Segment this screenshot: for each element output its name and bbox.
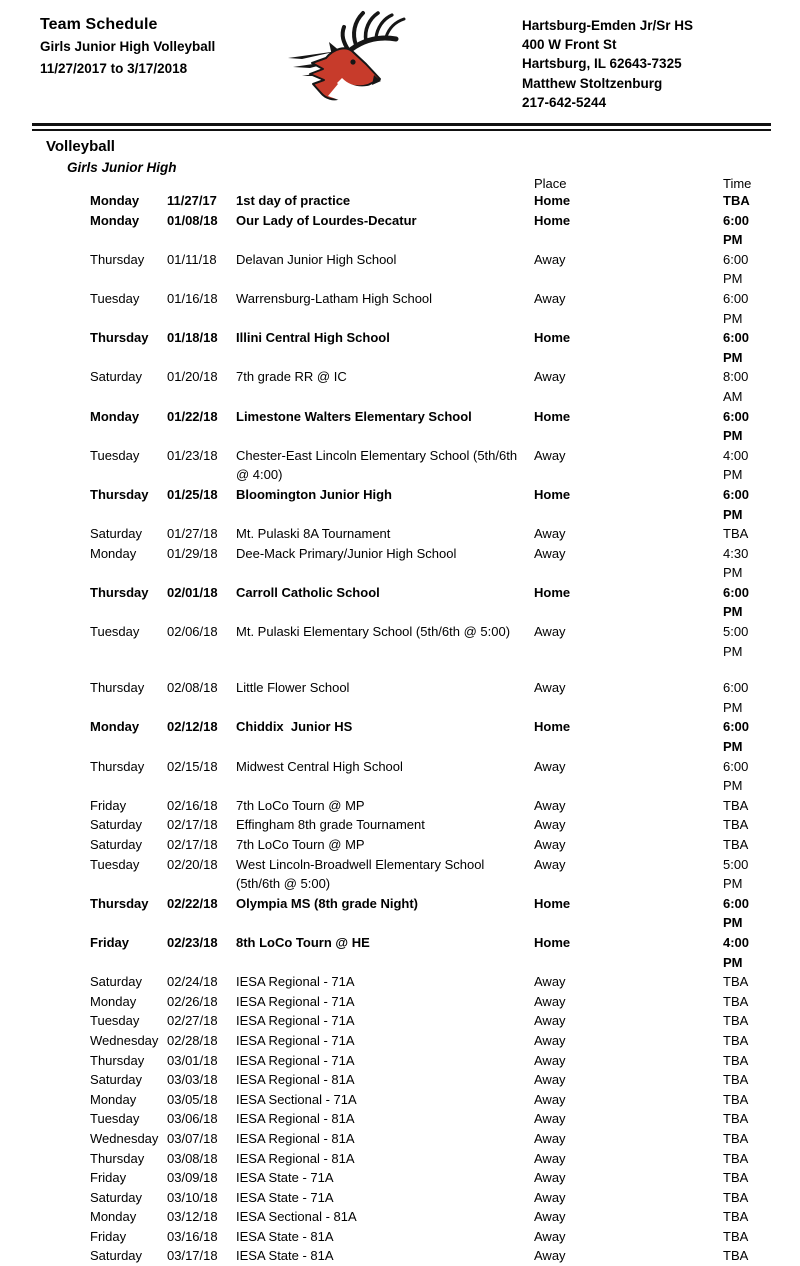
- row-place: Away: [534, 1032, 566, 1048]
- schedule-row: [90, 191, 770, 211]
- row-date: 03/12/18: [167, 1209, 218, 1225]
- row-date: 01/27/18: [167, 526, 218, 542]
- row-date: 02/01/18: [167, 584, 218, 600]
- schedule-row: [90, 250, 770, 289]
- row-day: Saturday: [90, 837, 143, 852]
- row-day: Friday: [90, 934, 130, 950]
- row-time: TBA: [723, 1130, 749, 1146]
- row-day: Monday: [90, 193, 140, 208]
- row-event: Midwest Central High School: [236, 758, 403, 774]
- row-day: Tuesday: [90, 1013, 140, 1029]
- schedule-row: [90, 796, 770, 816]
- schedule-row: [90, 407, 770, 446]
- schedule-row: [90, 485, 770, 524]
- row-date: 02/27/18: [167, 1013, 218, 1029]
- stag-head: [310, 42, 381, 102]
- row-date: 02/28/18: [167, 1032, 218, 1048]
- stag-mascot-icon: [286, 6, 410, 102]
- schedule-row: [90, 1149, 770, 1169]
- row-place: Away: [534, 1150, 566, 1166]
- row-date: 02/15/18: [167, 758, 218, 774]
- row-date: 03/10/18: [167, 1189, 218, 1205]
- schedule-row: [90, 328, 770, 367]
- row-event: Little Flower School: [236, 680, 350, 696]
- row-day: Friday: [90, 1170, 127, 1186]
- schedule-row: [90, 622, 770, 661]
- row-time: 6:00 PM: [723, 680, 749, 715]
- row-day: Saturday: [90, 526, 143, 542]
- row-date: 02/12/18: [167, 719, 218, 735]
- row-place: Home: [534, 719, 571, 735]
- row-date: 02/23/18: [167, 934, 218, 950]
- row-place: Away: [534, 758, 566, 774]
- row-event: Mt. Pulaski 8A Tournament: [236, 526, 391, 542]
- schedule-row: [90, 583, 770, 622]
- row-event: IESA Regional - 71A: [236, 1013, 355, 1029]
- row-event: Limestone Walters Elementary School: [236, 408, 472, 424]
- row-time: TBA: [723, 797, 749, 813]
- col-header-place: Place: [534, 176, 567, 191]
- row-time: TBA: [723, 193, 750, 208]
- row-day: Saturday: [90, 974, 143, 990]
- row-event: Our Lady of Lourdes-Decatur: [236, 212, 417, 228]
- row-time: 4:00 PM: [723, 934, 750, 970]
- row-event: IESA Sectional - 71A: [236, 1091, 357, 1107]
- header-left: [40, 16, 215, 76]
- row-event: Carroll Catholic School: [236, 584, 380, 600]
- row-place: Away: [534, 680, 566, 696]
- row-day: Thursday: [90, 680, 145, 696]
- row-date: 01/25/18: [167, 486, 218, 502]
- header-divider: [32, 123, 771, 131]
- row-place: Away: [534, 856, 566, 872]
- row-event: Mt. Pulaski Elementary School (5th/6th @ 5:00): [236, 624, 511, 640]
- schedule-row: [90, 367, 770, 406]
- row-place: Away: [534, 1228, 566, 1244]
- row-event: IESA Regional - 81A: [236, 1130, 355, 1146]
- row-time: TBA: [723, 526, 749, 542]
- row-day: Thursday: [90, 251, 145, 267]
- schedule-row: [90, 1129, 770, 1149]
- row-place: Away: [534, 1013, 566, 1029]
- schedule-row: [90, 544, 770, 583]
- row-date: 02/08/18: [167, 680, 218, 696]
- schedule-row: [90, 1090, 770, 1110]
- row-time: 5:00 PM: [723, 856, 749, 892]
- row-day: Tuesday: [90, 1111, 140, 1127]
- row-time: TBA: [723, 837, 749, 852]
- row-day: Monday: [90, 545, 137, 561]
- row-time: 6:00 PM: [723, 895, 750, 931]
- row-place: Home: [534, 895, 571, 911]
- row-place: Away: [534, 447, 566, 463]
- contact-name: Matthew Stoltzenburg: [522, 75, 663, 91]
- row-time: TBA: [723, 1189, 749, 1205]
- row-event: Effingham 8th grade Tournament: [236, 817, 425, 833]
- row-place: Home: [534, 934, 571, 950]
- row-day: Saturday: [90, 369, 143, 385]
- row-day: Tuesday: [90, 290, 140, 306]
- row-time: 4:30 PM: [723, 545, 749, 581]
- row-event: Bloomington Junior High: [236, 486, 392, 502]
- header-right: [522, 16, 693, 112]
- row-time: TBA: [723, 1013, 749, 1029]
- row-place: Away: [534, 837, 566, 852]
- schedule-row: [90, 1109, 770, 1129]
- row-time: 6:00 PM: [723, 330, 750, 365]
- row-event: 7th LoCo Tourn @ MP: [236, 797, 365, 813]
- row-event: IESA Regional - 81A: [236, 1111, 355, 1127]
- row-event: Warrensburg-Latham High School: [236, 290, 433, 306]
- row-day: Monday: [90, 212, 140, 228]
- row-event: Chiddix Junior HS: [236, 719, 353, 735]
- row-time: TBA: [723, 817, 749, 833]
- row-time: 4:00 PM: [723, 447, 749, 483]
- row-date: 01/11/18: [167, 251, 217, 267]
- row-event: Dee-Mack Primary/Junior High School: [236, 545, 457, 561]
- row-place: Away: [534, 1170, 566, 1186]
- row-place: Away: [534, 1052, 566, 1068]
- row-time: 6:00 PM: [723, 486, 750, 522]
- schedule-row: [90, 894, 770, 933]
- row-event: Illini Central High School: [236, 330, 390, 346]
- row-event: IESA Regional - 71A: [236, 1032, 355, 1048]
- schedule-row: [90, 289, 770, 328]
- row-place: Home: [534, 330, 571, 346]
- row-date: 02/16/18: [167, 797, 218, 813]
- season-date-range: 11/27/2017 to 3/17/2018: [40, 61, 188, 76]
- row-date: 03/06/18: [167, 1111, 218, 1127]
- row-place: Away: [534, 817, 566, 833]
- row-day: Thursday: [90, 1150, 145, 1166]
- row-place: Away: [534, 526, 566, 542]
- row-time: TBA: [723, 1111, 749, 1127]
- row-date: 01/08/18: [167, 212, 218, 228]
- section-title-volleyball: Volleyball: [46, 138, 115, 155]
- schedule-table: [90, 177, 770, 1266]
- row-place: Away: [534, 251, 566, 267]
- row-event: IESA Regional - 71A: [236, 974, 355, 990]
- row-place: Away: [534, 545, 566, 561]
- schedule-row: [90, 972, 770, 992]
- school-address-street: 400 W Front St: [522, 37, 617, 53]
- row-time: 6:00 PM: [723, 584, 750, 620]
- row-day: Tuesday: [90, 447, 140, 463]
- row-time: 6:00 PM: [723, 758, 749, 794]
- row-day: Thursday: [90, 486, 149, 502]
- row-time: TBA: [723, 1150, 749, 1166]
- row-time: TBA: [723, 974, 749, 990]
- row-event: IESA State - 71A: [236, 1170, 334, 1186]
- row-place: Home: [534, 193, 571, 208]
- school-address-city: Hartsburg, IL 62643-7325: [522, 56, 682, 72]
- row-place: Away: [534, 797, 566, 813]
- row-date: 03/17/18: [167, 1248, 218, 1264]
- row-date: 11/27/17: [167, 193, 217, 208]
- row-time: 6:00 PM: [723, 719, 750, 755]
- row-date: 01/16/18: [167, 290, 218, 306]
- row-date: 01/22/18: [167, 408, 218, 424]
- row-day: Thursday: [90, 895, 149, 911]
- row-place: Away: [534, 1091, 566, 1107]
- row-day: Saturday: [90, 1072, 143, 1088]
- row-event: IESA State - 71A: [236, 1189, 334, 1205]
- row-time: TBA: [723, 1072, 749, 1088]
- row-place: Home: [534, 584, 571, 600]
- schedule-row: [90, 1070, 770, 1090]
- row-event: IESA Regional - 71A: [236, 1052, 355, 1068]
- row-event: IESA Regional - 81A: [236, 1150, 355, 1166]
- row-day: Wednesday: [90, 1130, 159, 1146]
- row-time: 6:00 PM: [723, 408, 750, 444]
- row-event: IESA Regional - 81A: [236, 1072, 355, 1088]
- row-day: Tuesday: [90, 856, 140, 872]
- row-event: Delavan Junior High School: [236, 251, 397, 267]
- row-date: 01/18/18: [167, 330, 218, 346]
- row-place: Away: [534, 1130, 566, 1146]
- row-date: 01/23/18: [167, 447, 218, 463]
- row-date: 02/06/18: [167, 624, 218, 640]
- row-event: IESA Sectional - 81A: [236, 1209, 357, 1225]
- row-time: TBA: [723, 1170, 749, 1186]
- schedule-column-headers: [90, 177, 770, 191]
- schedule-row: [90, 757, 770, 796]
- row-place: Away: [534, 624, 566, 640]
- row-time: 6:00 PM: [723, 290, 749, 326]
- row-place: Away: [534, 290, 566, 306]
- row-time: TBA: [723, 1209, 749, 1225]
- row-time: TBA: [723, 1032, 749, 1048]
- row-event: Chester-East Lincoln Elementary School (5th/6th @ 4:00): [236, 447, 521, 483]
- row-day: Saturday: [90, 1189, 143, 1205]
- row-time: TBA: [723, 1052, 749, 1068]
- section-subtitle-team: Girls Junior High: [67, 160, 177, 175]
- schedule-row: [90, 992, 770, 1012]
- schedule-row: [90, 678, 770, 717]
- row-date: 01/29/18: [167, 545, 218, 561]
- schedule-row: [90, 855, 770, 894]
- row-date: 03/05/18: [167, 1091, 218, 1107]
- schedule-row: [90, 815, 770, 835]
- row-event: West Lincoln-Broadwell Elementary School (5th/6th @ 5:00): [236, 856, 488, 892]
- row-day: Monday: [90, 408, 140, 424]
- row-day: Wednesday: [90, 1032, 159, 1048]
- row-time: TBA: [723, 1091, 749, 1107]
- row-date: 02/26/18: [167, 993, 218, 1009]
- schedule-row: [90, 1207, 770, 1227]
- row-place: Away: [534, 974, 566, 990]
- row-time: 6:00 PM: [723, 212, 750, 248]
- schedule-row: [90, 835, 770, 855]
- row-event: IESA Regional - 71A: [236, 993, 355, 1009]
- schedule-row: [90, 1246, 770, 1266]
- schedule-row: [90, 933, 770, 972]
- row-event: 8th LoCo Tourn @ HE: [236, 934, 370, 950]
- row-time: TBA: [723, 1248, 749, 1264]
- schedule-row: [90, 446, 770, 485]
- row-event: Olympia MS (8th grade Night): [236, 895, 419, 911]
- row-place: Away: [534, 1248, 566, 1264]
- row-day: Tuesday: [90, 624, 140, 640]
- row-day: Monday: [90, 1091, 137, 1107]
- row-place: Away: [534, 369, 566, 385]
- row-place: Away: [534, 1209, 566, 1225]
- row-date: 03/08/18: [167, 1150, 218, 1166]
- row-date: 03/09/18: [167, 1170, 218, 1186]
- schedule-row: [90, 717, 770, 756]
- row-time: TBA: [723, 993, 749, 1009]
- team-subtitle: Girls Junior High Volleyball: [40, 39, 216, 54]
- row-date: 03/03/18: [167, 1072, 218, 1088]
- row-day: Thursday: [90, 1052, 145, 1068]
- row-time: 5:00 PM: [723, 624, 749, 659]
- row-event: IESA State - 81A: [236, 1248, 334, 1264]
- row-place: Home: [534, 408, 571, 424]
- row-date: 02/24/18: [167, 974, 218, 990]
- row-event: 7th LoCo Tourn @ MP: [236, 837, 365, 852]
- row-event: 1st day of practice: [236, 193, 351, 208]
- row-date: 01/20/18: [167, 369, 218, 385]
- row-time: 6:00 PM: [723, 251, 749, 287]
- row-day: Saturday: [90, 1248, 143, 1264]
- schedule-row: [90, 1011, 770, 1031]
- schedule-row: [90, 1051, 770, 1071]
- row-time: 8:00 AM: [723, 369, 749, 404]
- schedule-rows: [90, 191, 770, 1266]
- schedule-row: [90, 211, 770, 250]
- contact-phone: 217-642-5244: [522, 94, 607, 110]
- row-event: IESA State - 81A: [236, 1228, 334, 1244]
- row-time: TBA: [723, 1228, 749, 1244]
- row-day: Monday: [90, 1209, 137, 1225]
- row-date: 02/22/18: [167, 895, 218, 911]
- row-date: 02/17/18: [167, 837, 218, 852]
- antlers: [343, 13, 404, 52]
- row-day: Friday: [90, 1228, 127, 1244]
- row-day: Thursday: [90, 330, 149, 346]
- row-day: Monday: [90, 993, 137, 1009]
- row-date: 03/01/18: [167, 1052, 218, 1068]
- row-place: Away: [534, 1189, 566, 1205]
- row-event: 7th grade RR @ IC: [236, 369, 347, 385]
- row-day: Monday: [90, 719, 140, 735]
- schedule-row: [90, 1168, 770, 1188]
- school-name: Hartsburg-Emden Jr/Sr HS: [522, 18, 694, 33]
- row-day: Thursday: [90, 758, 145, 774]
- row-day: Thursday: [90, 584, 149, 600]
- row-place: Home: [534, 212, 571, 228]
- row-place: Away: [534, 1072, 566, 1088]
- row-day: Friday: [90, 797, 127, 813]
- row-place: Away: [534, 993, 566, 1009]
- row-date: 03/07/18: [167, 1130, 218, 1146]
- row-place: Away: [534, 1111, 566, 1127]
- row-place: Home: [534, 486, 571, 502]
- col-header-time: Time: [723, 176, 752, 191]
- row-day: Saturday: [90, 817, 143, 833]
- row-date: 02/20/18: [167, 856, 218, 872]
- schedule-row: [90, 524, 770, 544]
- schedule-row: [90, 1031, 770, 1051]
- row-date: 03/16/18: [167, 1228, 218, 1244]
- schedule-row: [90, 1227, 770, 1247]
- schedule-row: [90, 1188, 770, 1208]
- row-date: 02/17/18: [167, 817, 218, 833]
- page-title: Team Schedule: [40, 16, 158, 33]
